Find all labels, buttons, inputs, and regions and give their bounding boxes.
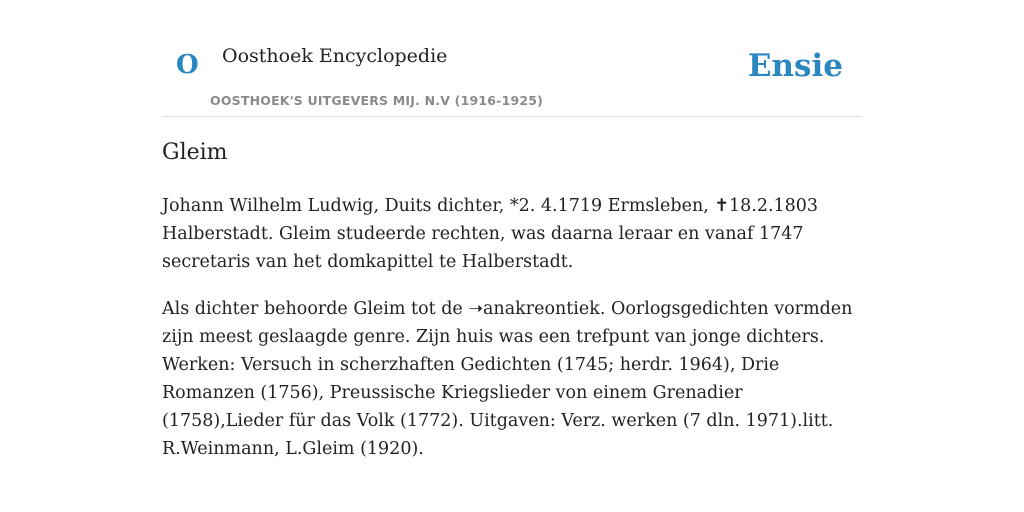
entry-paragraph-works: Als dichter behoorde Gleim tot de ➝anakreontiek. Oorlogsgedichten vormden zijn meest geslaagde genre. Zijn huis was een trefpunt van jonge dichters. Werken: Versuch in scherzhaften Gedichten (1745; herdr. 1964), Drie Romanzen (1756), Preussische Kriegslieder von einem Grenadier (1758),Lieder für das Volk (1772). Uitgaven: Verz. werken (7 dln. 1971).litt. R.Weinmann, L.Gleim (1920).: [162, 299, 853, 459]
encyclopedia-page: [162, 0, 862, 459]
entry-paragraph-biography: Johann Wilhelm Ludwig, Duits dichter, *2. 4.1719 Ermsleben, ✝18.2.1803 Halberstadt. Gleim studeerde rechten, was daarna leraar en vanaf 1747 secretaris van het domkapittel te Halberstadt.: [162, 196, 819, 272]
encyclopedia-logo[interactable]: O: [176, 50, 199, 80]
encyclopedia-title-link[interactable]: Oosthoek Encyclopedie: [222, 45, 448, 67]
source-header: [162, 0, 862, 117]
entry-title: Gleim: [162, 140, 228, 165]
ensie-brand-logo[interactable]: Ensie: [747, 48, 843, 84]
entry-body: [162, 192, 862, 482]
publisher-label: OOSTHOEK'S UITGEVERS MIJ. N.V (1916-1925): [210, 93, 544, 108]
